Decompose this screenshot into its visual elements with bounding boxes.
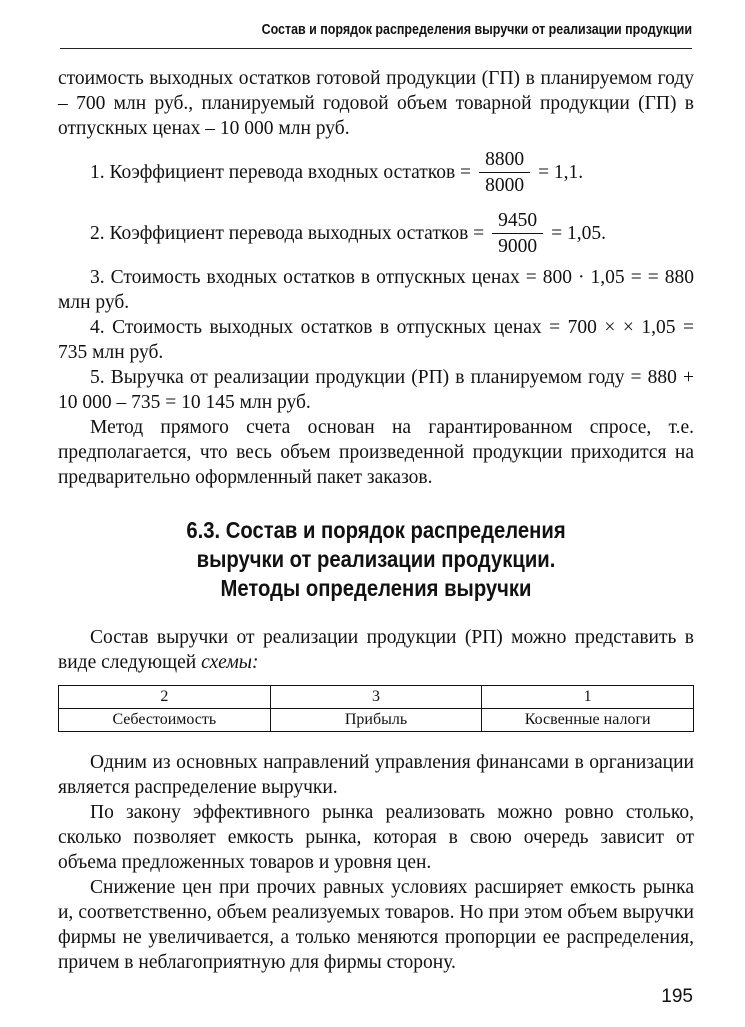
- running-head: Состав и порядок распределения выручки от реализации продукции: [261, 22, 692, 38]
- intro-paragraph: стоимость выходных остатков готовой продукции (ГП) в планируемом году – 700 млн руб., планируемый годовой объем товарной продукции (ГП) в отпускных ценах – 10 000 млн руб.: [58, 68, 694, 139]
- formula-item-1: [58, 147, 694, 198]
- formula-2-denominator: 9000: [498, 236, 538, 257]
- table-cell-number: 3: [270, 686, 482, 709]
- revenue-scheme-table: [58, 685, 694, 732]
- list-item-5: 5. Выручка от реализации продукции (РП) в планируемом году = 880 + 10 000 – 735 = 10 145 млн руб.: [58, 367, 694, 413]
- method-paragraph: Метод прямого счета основан на гарантированном спросе, т.е. предполагается, что весь объем произведенной продукции приходится на предварительно оформленный пакет заказов.: [58, 417, 694, 488]
- list-item-4: 4. Стоимость выходных остатков в отпускных ценах = 700 × × 1,05 = 735 млн руб.: [58, 317, 694, 363]
- page-number: 195: [661, 986, 693, 1007]
- formula-1-numerator: 8800: [479, 147, 530, 173]
- scheme-intro-paragraph: [58, 625, 694, 675]
- formula-2-numerator: 9450: [492, 208, 543, 234]
- formula-1-result: = 1,1.: [538, 162, 584, 183]
- table-cell-label: Себестоимость: [59, 709, 271, 732]
- table-cell-number: 2: [59, 686, 271, 709]
- section-title: [96, 516, 656, 603]
- section-title-line-2: выручки от реализации продукции.: [196, 546, 556, 572]
- formula-2-fraction: [492, 208, 543, 259]
- list-item-3: 3. Стоимость входных остатков в отпускных ценах = 800 · 1,05 = = 880 млн руб.: [58, 267, 694, 313]
- formula-item-2: [58, 208, 694, 259]
- paragraph-market-law: По закону эффективного рынка реализовать можно ровно столько, сколько позволяет емкость рынка, которая в свою очередь зависит от объема предложенных товаров и уровня цен.: [58, 802, 694, 873]
- formula-2-result: = 1,05.: [551, 223, 607, 244]
- paragraph-distribution: Одним из основных направлений управления финансами в организации является распределение выручки.: [58, 752, 694, 798]
- section-title-line-3: Методы определения выручки: [220, 575, 532, 601]
- table-row: [59, 709, 694, 732]
- table-cell-number: 1: [482, 686, 694, 709]
- header-rule: [60, 48, 692, 49]
- formula-1-fraction: [479, 147, 530, 198]
- formula-2-label: 2. Коэффициент перевода выходных остатков =: [90, 223, 485, 244]
- table-row: [59, 686, 694, 709]
- formula-1-denominator: 8000: [485, 175, 525, 196]
- table-cell-label: Косвенные налоги: [482, 709, 694, 732]
- scheme-intro-emphasis: схемы:: [201, 652, 259, 673]
- page-body: [58, 66, 694, 975]
- table-cell-label: Прибыль: [270, 709, 482, 732]
- formula-1-label: 1. Коэффициент перевода входных остатков =: [90, 162, 472, 183]
- paragraph-price-reduction: Снижение цен при прочих равных условиях расширяет емкость рынка и, соответственно, объем реализуемых товаров. Но при этом объем выручки фирмы не увеличивается, а только меняются пропорции ее распределения, причем в неблагоприятную для фирмы сторону.: [58, 877, 694, 973]
- section-title-line-1: 6.3. Состав и порядок распределения: [186, 517, 566, 543]
- scheme-intro-text: Состав выручки от реализации продукции (РП) можно представить в виде следующей: [58, 627, 694, 673]
